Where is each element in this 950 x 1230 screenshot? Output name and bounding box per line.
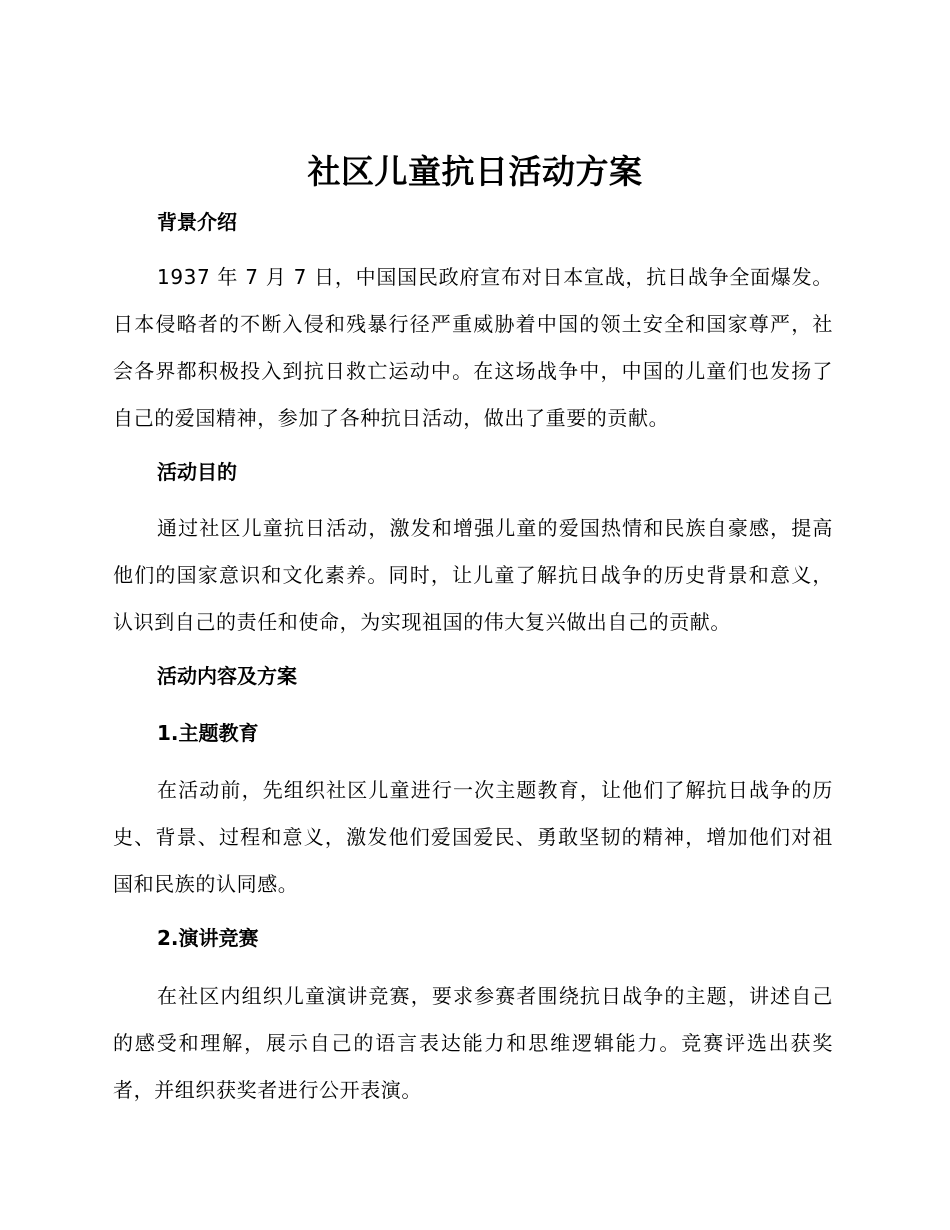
section-body-theme-education: 在活动前，先组织社区儿童进行一次主题教育，让他们了解抗日战争的历史、背景、过程和意义，激发他们爱国爱民、勇敢坚韧的精神，增加他们对祖国和民族的认同感。 [113, 778, 833, 896]
section-heading-speech-contest: 2.演讲竞赛 [157, 926, 259, 950]
section-body-purpose: 通过社区儿童抗日活动，激发和增强儿童的爱国热情和民族自豪感，提高他们的国家意识和文化素养。同时，让儿童了解抗日战争的历史背景和意义，认识到自己的责任和使命，为实现祖国的伟大复兴做出自己的贡献。 [113, 516, 833, 634]
section-heading-background: 背景介绍 [157, 210, 237, 234]
section-body-background: 1937 年 7 月 7 日，中国国民政府宣布对日本宣战，抗日战争全面爆发。日本侵略者的不断入侵和残暴行径严重威胁着中国的领土安全和国家尊严，社会各界都积极投入到抗日救亡运动中。在这场战争中，中国的儿童们也发扬了自己的爱国精神，参加了各种抗日活动，做出了重要的贡献。 [113, 265, 833, 430]
section-body-speech-contest: 在社区内组织儿童演讲竞赛，要求参赛者围绕抗日战争的主题，讲述自己的感受和理解，展示自己的语言表达能力和思维逻辑能力。竞赛评选出获奖者，并组织获奖者进行公开表演。 [113, 984, 833, 1102]
section-heading-purpose: 活动目的 [157, 460, 237, 484]
document-title: 社区儿童抗日活动方案 [307, 152, 643, 191]
section-heading-content: 活动内容及方案 [157, 664, 297, 688]
section-heading-theme-education: 1.主题教育 [157, 721, 259, 745]
